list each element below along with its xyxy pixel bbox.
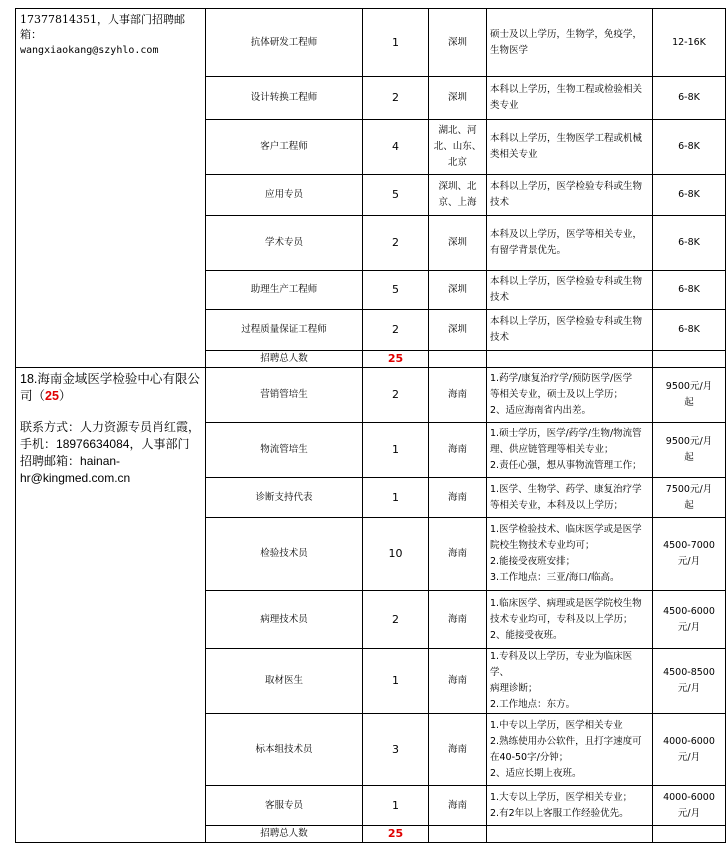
count-cell: 1 — [363, 786, 429, 826]
salary-cell: 12-16K — [653, 9, 726, 77]
position-cell: 过程质量保证工程师 — [206, 310, 363, 351]
count-cell: 2 — [363, 216, 429, 271]
requirement-cell: 硕士及以上学历，生物学，免疫学， 生物医学 — [487, 9, 653, 77]
count-cell: 2 — [363, 368, 429, 423]
salary-cell: 4000-6000 元/月 — [653, 714, 726, 786]
requirement-cell: 1.中专以上学历，医学相关专业 2.熟练使用办公软件，且打字速度可 在40-50字/分钟； 2、适应长期上夜班。 — [487, 714, 653, 786]
count-cell: 10 — [363, 518, 429, 591]
company-info-cell — [16, 368, 206, 843]
location-cell: 深圳 — [429, 310, 487, 351]
salary-cell: 4500-6000 元/月 — [653, 591, 726, 649]
requirement-cell: 本科以上学历，医学检验专科或生物 技术 — [487, 271, 653, 310]
contact-text: 17377814351，人事部门招聘邮箱： — [20, 13, 185, 41]
count-cell: 1 — [363, 478, 429, 518]
position-cell: 学术专员 — [206, 216, 363, 271]
count-cell: 5 — [363, 271, 429, 310]
requirement-cell: 1.专科及以上学历，专业为临床医学、 病理诊断； 2.工作地点：东方。 — [487, 649, 653, 714]
email-text: wangxiaokang@szyhlo.com — [20, 45, 159, 56]
count-cell: 3 — [363, 714, 429, 786]
position-cell: 取材医生 — [206, 649, 363, 714]
salary-cell: 6-8K — [653, 120, 726, 175]
location-cell: 海南 — [429, 591, 487, 649]
count-cell: 1 — [363, 649, 429, 714]
salary-cell: 6-8K — [653, 310, 726, 351]
position-cell: 客户工程师 — [206, 120, 363, 175]
location-cell: 深圳 — [429, 216, 487, 271]
company-info-cell — [16, 9, 206, 368]
count-cell: 2 — [363, 77, 429, 120]
location-cell: 海南 — [429, 714, 487, 786]
count-cell: 4 — [363, 120, 429, 175]
requirement-cell: 本科以上学历，医学检验专科或生物 技术 — [487, 175, 653, 216]
location-cell: 海南 — [429, 423, 487, 478]
total-count: 25 — [363, 826, 429, 843]
requirement-cell: 1.大专以上学历，医学相关专业； 2.有2年以上客服工作经验优先。 — [487, 786, 653, 826]
count-cell: 5 — [363, 175, 429, 216]
position-cell: 检验技术员 — [206, 518, 363, 591]
requirement-cell: 1.药学/康复治疗学/预防医学/医学 等相关专业，硕士及以上学历； 2、适应海南省内出差。 — [487, 368, 653, 423]
job-table — [15, 8, 726, 843]
location-cell: 深圳 — [429, 77, 487, 120]
salary-cell: 9500元/月 起 — [653, 423, 726, 478]
position-cell: 诊断支持代表 — [206, 478, 363, 518]
requirement-cell: 本科以上学历，生物医学工程或机械 类相关专业 — [487, 120, 653, 175]
total-count: 25 — [363, 351, 429, 368]
contact-info: 联系方式：人力资源专员肖红霞，手机：18976634084，人事部门招聘邮箱：hainan-hr@kingmed.com.cn — [20, 420, 201, 485]
requirement-cell: 本科及以上学历，医学等相关专业， 有留学背景优先。 — [487, 216, 653, 271]
location-cell: 海南 — [429, 786, 487, 826]
count-cell: 1 — [363, 423, 429, 478]
position-cell: 设计转换工程师 — [206, 77, 363, 120]
location-cell: 海南 — [429, 368, 487, 423]
location-cell: 海南 — [429, 518, 487, 591]
requirement-cell: 1.医学检验技术、临床医学或是医学 院校生物技术专业均可； 2.能接受夜班安排； 3.工作地点：三亚/海口/临高。 — [487, 518, 653, 591]
salary-cell: 4500-8500 元/月 — [653, 649, 726, 714]
phone-text: 18976634084 — [56, 437, 130, 451]
position-cell: 病理技术员 — [206, 591, 363, 649]
total-label: 招聘总人数 — [206, 351, 363, 368]
position-cell: 应用专员 — [206, 175, 363, 216]
table-row — [16, 368, 726, 423]
table-row — [16, 9, 726, 77]
requirement-cell: 1.医学、生物学、药学、康复治疗学 等相关专业，本科及以上学历； — [487, 478, 653, 518]
location-cell: 湖北、河 北、山东、 北京 — [429, 120, 487, 175]
location-cell: 海南 — [429, 478, 487, 518]
salary-cell: 6-8K — [653, 77, 726, 120]
requirement-cell: 本科以上学历，生物工程或检验相关 类专业 — [487, 77, 653, 120]
company-count: 25 — [45, 389, 59, 403]
total-label: 招聘总人数 — [206, 826, 363, 843]
email-text: hainan-hr@kingmed.com.cn — [20, 454, 131, 485]
position-cell: 助理生产工程师 — [206, 271, 363, 310]
location-cell: 海南 — [429, 649, 487, 714]
salary-cell: 9500元/月 起 — [653, 368, 726, 423]
position-cell: 标本组技术员 — [206, 714, 363, 786]
position-cell: 客服专员 — [206, 786, 363, 826]
salary-cell: 6-8K — [653, 216, 726, 271]
requirement-cell: 1.临床医学、病理或是医学院校生物 技术专业均可，专科及以上学历； 2、能接受夜班。 — [487, 591, 653, 649]
company-name: 18.海南金域医学检验中心有限公司（25） — [20, 372, 200, 403]
salary-cell: 4000-6000 元/月 — [653, 786, 726, 826]
salary-cell: 4500-7000 元/月 — [653, 518, 726, 591]
position-cell: 物流管培生 — [206, 423, 363, 478]
salary-cell: 7500元/月 起 — [653, 478, 726, 518]
count-cell: 1 — [363, 9, 429, 77]
position-cell: 营销管培生 — [206, 368, 363, 423]
position-cell: 抗体研发工程师 — [206, 9, 363, 77]
requirement-cell: 1.硕士学历，医学/药学/生物/物流管 理、供应链管理等相关专业； 2.责任心强，想从事物流管理工作； — [487, 423, 653, 478]
salary-cell: 6-8K — [653, 271, 726, 310]
count-cell: 2 — [363, 591, 429, 649]
salary-cell: 6-8K — [653, 175, 726, 216]
location-cell: 深圳、北 京、上海 — [429, 175, 487, 216]
requirement-cell: 本科以上学历，医学检验专科或生物 技术 — [487, 310, 653, 351]
location-cell: 深圳 — [429, 271, 487, 310]
location-cell: 深圳 — [429, 9, 487, 77]
count-cell: 2 — [363, 310, 429, 351]
